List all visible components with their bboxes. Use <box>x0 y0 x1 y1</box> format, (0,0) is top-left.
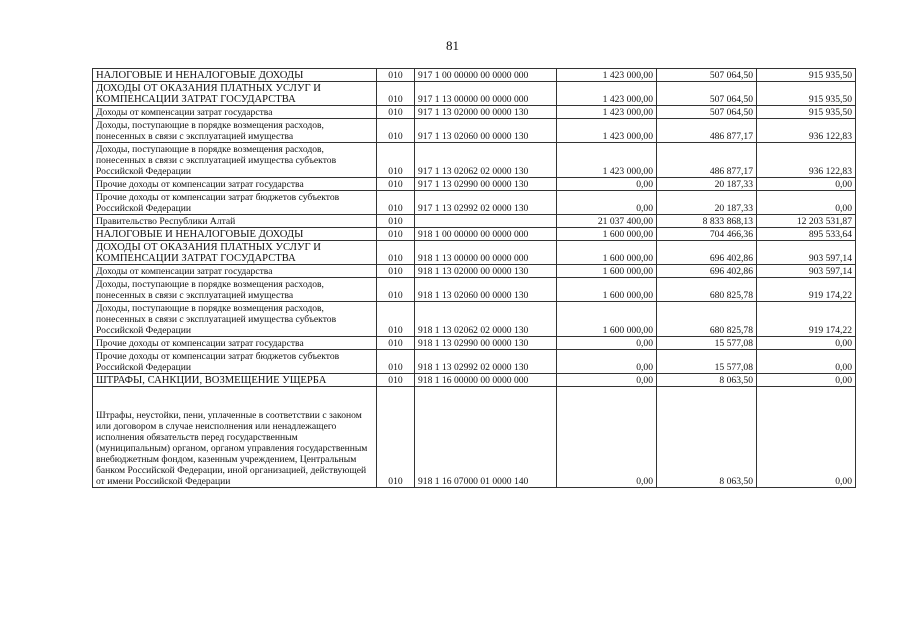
row-value-remaining: 895 533,64 <box>757 228 856 241</box>
row-budget-code: 917 1 13 02062 02 0000 130 <box>415 143 557 178</box>
row-budget-code: 917 1 00 00000 00 0000 000 <box>415 69 557 82</box>
row-value-executed: 696 402,86 <box>657 265 757 278</box>
row-budget-code: 918 1 16 07000 01 0000 140 <box>415 387 557 488</box>
row-value-planned: 0,00 <box>557 337 657 350</box>
row-name: ДОХОДЫ ОТ ОКАЗАНИЯ ПЛАТНЫХ УСЛУГ И КОМПЕНСАЦИИ ЗАТРАТ ГОСУДАРСТВА <box>93 82 377 106</box>
table-row <box>93 215 856 228</box>
row-admin-code: 010 <box>377 387 415 488</box>
row-value-planned: 1 600 000,00 <box>557 302 657 337</box>
table-row <box>93 241 856 265</box>
row-budget-code <box>415 215 557 228</box>
row-admin-code: 010 <box>377 228 415 241</box>
row-value-executed: 507 064,50 <box>657 106 757 119</box>
row-budget-code: 918 1 13 00000 00 0000 000 <box>415 241 557 265</box>
row-budget-code: 917 1 13 00000 00 0000 000 <box>415 82 557 106</box>
row-value-planned: 0,00 <box>557 374 657 387</box>
row-value-planned: 1 423 000,00 <box>557 143 657 178</box>
row-value-planned: 1 423 000,00 <box>557 119 657 143</box>
row-budget-code: 917 1 13 02060 00 0000 130 <box>415 119 557 143</box>
row-value-remaining: 0,00 <box>757 178 856 191</box>
row-value-executed: 696 402,86 <box>657 241 757 265</box>
row-budget-code: 918 1 13 02000 00 0000 130 <box>415 265 557 278</box>
row-value-remaining: 915 935,50 <box>757 106 856 119</box>
row-budget-code: 918 1 13 02992 02 0000 130 <box>415 350 557 374</box>
row-admin-code: 010 <box>377 143 415 178</box>
row-value-planned: 21 037 400,00 <box>557 215 657 228</box>
row-value-executed: 680 825,78 <box>657 302 757 337</box>
row-name: Прочие доходы от компенсации затрат государства <box>93 337 377 350</box>
row-value-planned: 1 423 000,00 <box>557 82 657 106</box>
row-name: Доходы, поступающие в порядке возмещения расходов, понесенных в связи с эксплуатацией имущества <box>93 278 377 302</box>
row-admin-code: 010 <box>377 215 415 228</box>
row-name: Прочие доходы от компенсации затрат бюджетов субъектов Российской Федерации <box>93 350 377 374</box>
row-value-remaining: 919 174,22 <box>757 302 856 337</box>
row-admin-code: 010 <box>377 119 415 143</box>
row-admin-code: 010 <box>377 350 415 374</box>
row-value-executed: 507 064,50 <box>657 69 757 82</box>
page-number: 81 <box>446 38 459 53</box>
revenue-table <box>92 68 856 488</box>
row-value-remaining: 936 122,83 <box>757 119 856 143</box>
row-value-planned: 1 600 000,00 <box>557 241 657 265</box>
row-value-planned: 1 600 000,00 <box>557 228 657 241</box>
row-name: Доходы от компенсации затрат государства <box>93 106 377 119</box>
row-name: Доходы, поступающие в порядке возмещения расходов, понесенных в связи с эксплуатацией имущества субъектов Российской Федерации <box>93 302 377 337</box>
row-admin-code: 010 <box>377 337 415 350</box>
row-value-remaining: 0,00 <box>757 337 856 350</box>
row-admin-code: 010 <box>377 265 415 278</box>
row-value-remaining: 12 203 531,87 <box>757 215 856 228</box>
row-admin-code: 010 <box>377 374 415 387</box>
row-value-executed: 8 063,50 <box>657 374 757 387</box>
row-name: НАЛОГОВЫЕ И НЕНАЛОГОВЫЕ ДОХОДЫ <box>93 69 377 82</box>
row-name: ДОХОДЫ ОТ ОКАЗАНИЯ ПЛАТНЫХ УСЛУГ И КОМПЕНСАЦИИ ЗАТРАТ ГОСУДАРСТВА <box>93 241 377 265</box>
row-admin-code: 010 <box>377 106 415 119</box>
row-value-remaining: 903 597,14 <box>757 241 856 265</box>
row-value-executed: 486 877,17 <box>657 119 757 143</box>
row-value-remaining: 0,00 <box>757 387 856 488</box>
table-row <box>93 228 856 241</box>
row-name: ШТРАФЫ, САНКЦИИ, ВОЗМЕЩЕНИЕ УЩЕРБА <box>93 374 377 387</box>
table-row <box>93 278 856 302</box>
table-row <box>93 337 856 350</box>
table-row <box>93 350 856 374</box>
row-value-planned: 0,00 <box>557 191 657 215</box>
table-row <box>93 302 856 337</box>
row-name: НАЛОГОВЫЕ И НЕНАЛОГОВЫЕ ДОХОДЫ <box>93 228 377 241</box>
table-row <box>93 191 856 215</box>
row-value-planned: 1 423 000,00 <box>557 106 657 119</box>
row-value-executed: 20 187,33 <box>657 191 757 215</box>
row-name: Доходы от компенсации затрат государства <box>93 265 377 278</box>
row-value-planned: 1 600 000,00 <box>557 265 657 278</box>
row-name: Доходы, поступающие в порядке возмещения расходов, понесенных в связи с эксплуатацией имущества <box>93 119 377 143</box>
row-value-executed: 486 877,17 <box>657 143 757 178</box>
row-value-executed: 8 063,50 <box>657 387 757 488</box>
row-admin-code: 010 <box>377 278 415 302</box>
row-value-remaining: 919 174,22 <box>757 278 856 302</box>
row-value-remaining: 0,00 <box>757 374 856 387</box>
row-value-executed: 704 466,36 <box>657 228 757 241</box>
table-row <box>93 143 856 178</box>
table-row <box>93 178 856 191</box>
row-value-remaining: 936 122,83 <box>757 143 856 178</box>
row-value-planned: 0,00 <box>557 178 657 191</box>
row-value-planned: 0,00 <box>557 350 657 374</box>
table-row <box>93 106 856 119</box>
row-value-planned: 0,00 <box>557 387 657 488</box>
row-value-executed: 15 577,08 <box>657 337 757 350</box>
row-value-executed: 8 833 868,13 <box>657 215 757 228</box>
row-budget-code: 918 1 00 00000 00 0000 000 <box>415 228 557 241</box>
row-admin-code: 010 <box>377 178 415 191</box>
row-value-executed: 15 577,08 <box>657 350 757 374</box>
row-budget-code: 917 1 13 02992 02 0000 130 <box>415 191 557 215</box>
row-value-remaining: 0,00 <box>757 191 856 215</box>
row-budget-code: 918 1 16 00000 00 0000 000 <box>415 374 557 387</box>
table-row <box>93 265 856 278</box>
table-row <box>93 69 856 82</box>
table-body <box>93 69 856 488</box>
row-admin-code: 010 <box>377 69 415 82</box>
row-admin-code: 010 <box>377 82 415 106</box>
row-name: Доходы, поступающие в порядке возмещения расходов, понесенных в связи с эксплуатацией имущества субъектов Российской Федерации <box>93 143 377 178</box>
row-value-remaining: 903 597,14 <box>757 265 856 278</box>
row-value-remaining: 0,00 <box>757 350 856 374</box>
row-value-remaining: 915 935,50 <box>757 82 856 106</box>
table-row <box>93 82 856 106</box>
row-value-remaining: 915 935,50 <box>757 69 856 82</box>
row-value-executed: 507 064,50 <box>657 82 757 106</box>
table-row <box>93 387 856 488</box>
row-name: Прочие доходы от компенсации затрат государства <box>93 178 377 191</box>
row-budget-code: 918 1 13 02062 02 0000 130 <box>415 302 557 337</box>
row-admin-code: 010 <box>377 241 415 265</box>
row-budget-code: 918 1 13 02060 00 0000 130 <box>415 278 557 302</box>
table-row <box>93 119 856 143</box>
row-value-planned: 1 423 000,00 <box>557 69 657 82</box>
table-row <box>93 374 856 387</box>
row-budget-code: 917 1 13 02000 00 0000 130 <box>415 106 557 119</box>
row-value-executed: 680 825,78 <box>657 278 757 302</box>
row-value-executed: 20 187,33 <box>657 178 757 191</box>
row-name: Штрафы, неустойки, пени, уплаченные в соответствии с законом или договором в случае неисполнения или ненадлежащего исполнения обязательств перед государственным (муниципальным) органом, органом управления государственным внебюджетным фондом, казенным учреждением, Центральным банком Российской Федерации, иной организацией, действующей от имени Российской Федерации <box>93 387 377 488</box>
row-value-planned: 1 600 000,00 <box>557 278 657 302</box>
row-admin-code: 010 <box>377 191 415 215</box>
row-budget-code: 917 1 13 02990 00 0000 130 <box>415 178 557 191</box>
row-name: Прочие доходы от компенсации затрат бюджетов субъектов Российской Федерации <box>93 191 377 215</box>
row-name: Правительство Республики Алтай <box>93 215 377 228</box>
row-admin-code: 010 <box>377 302 415 337</box>
row-budget-code: 918 1 13 02990 00 0000 130 <box>415 337 557 350</box>
